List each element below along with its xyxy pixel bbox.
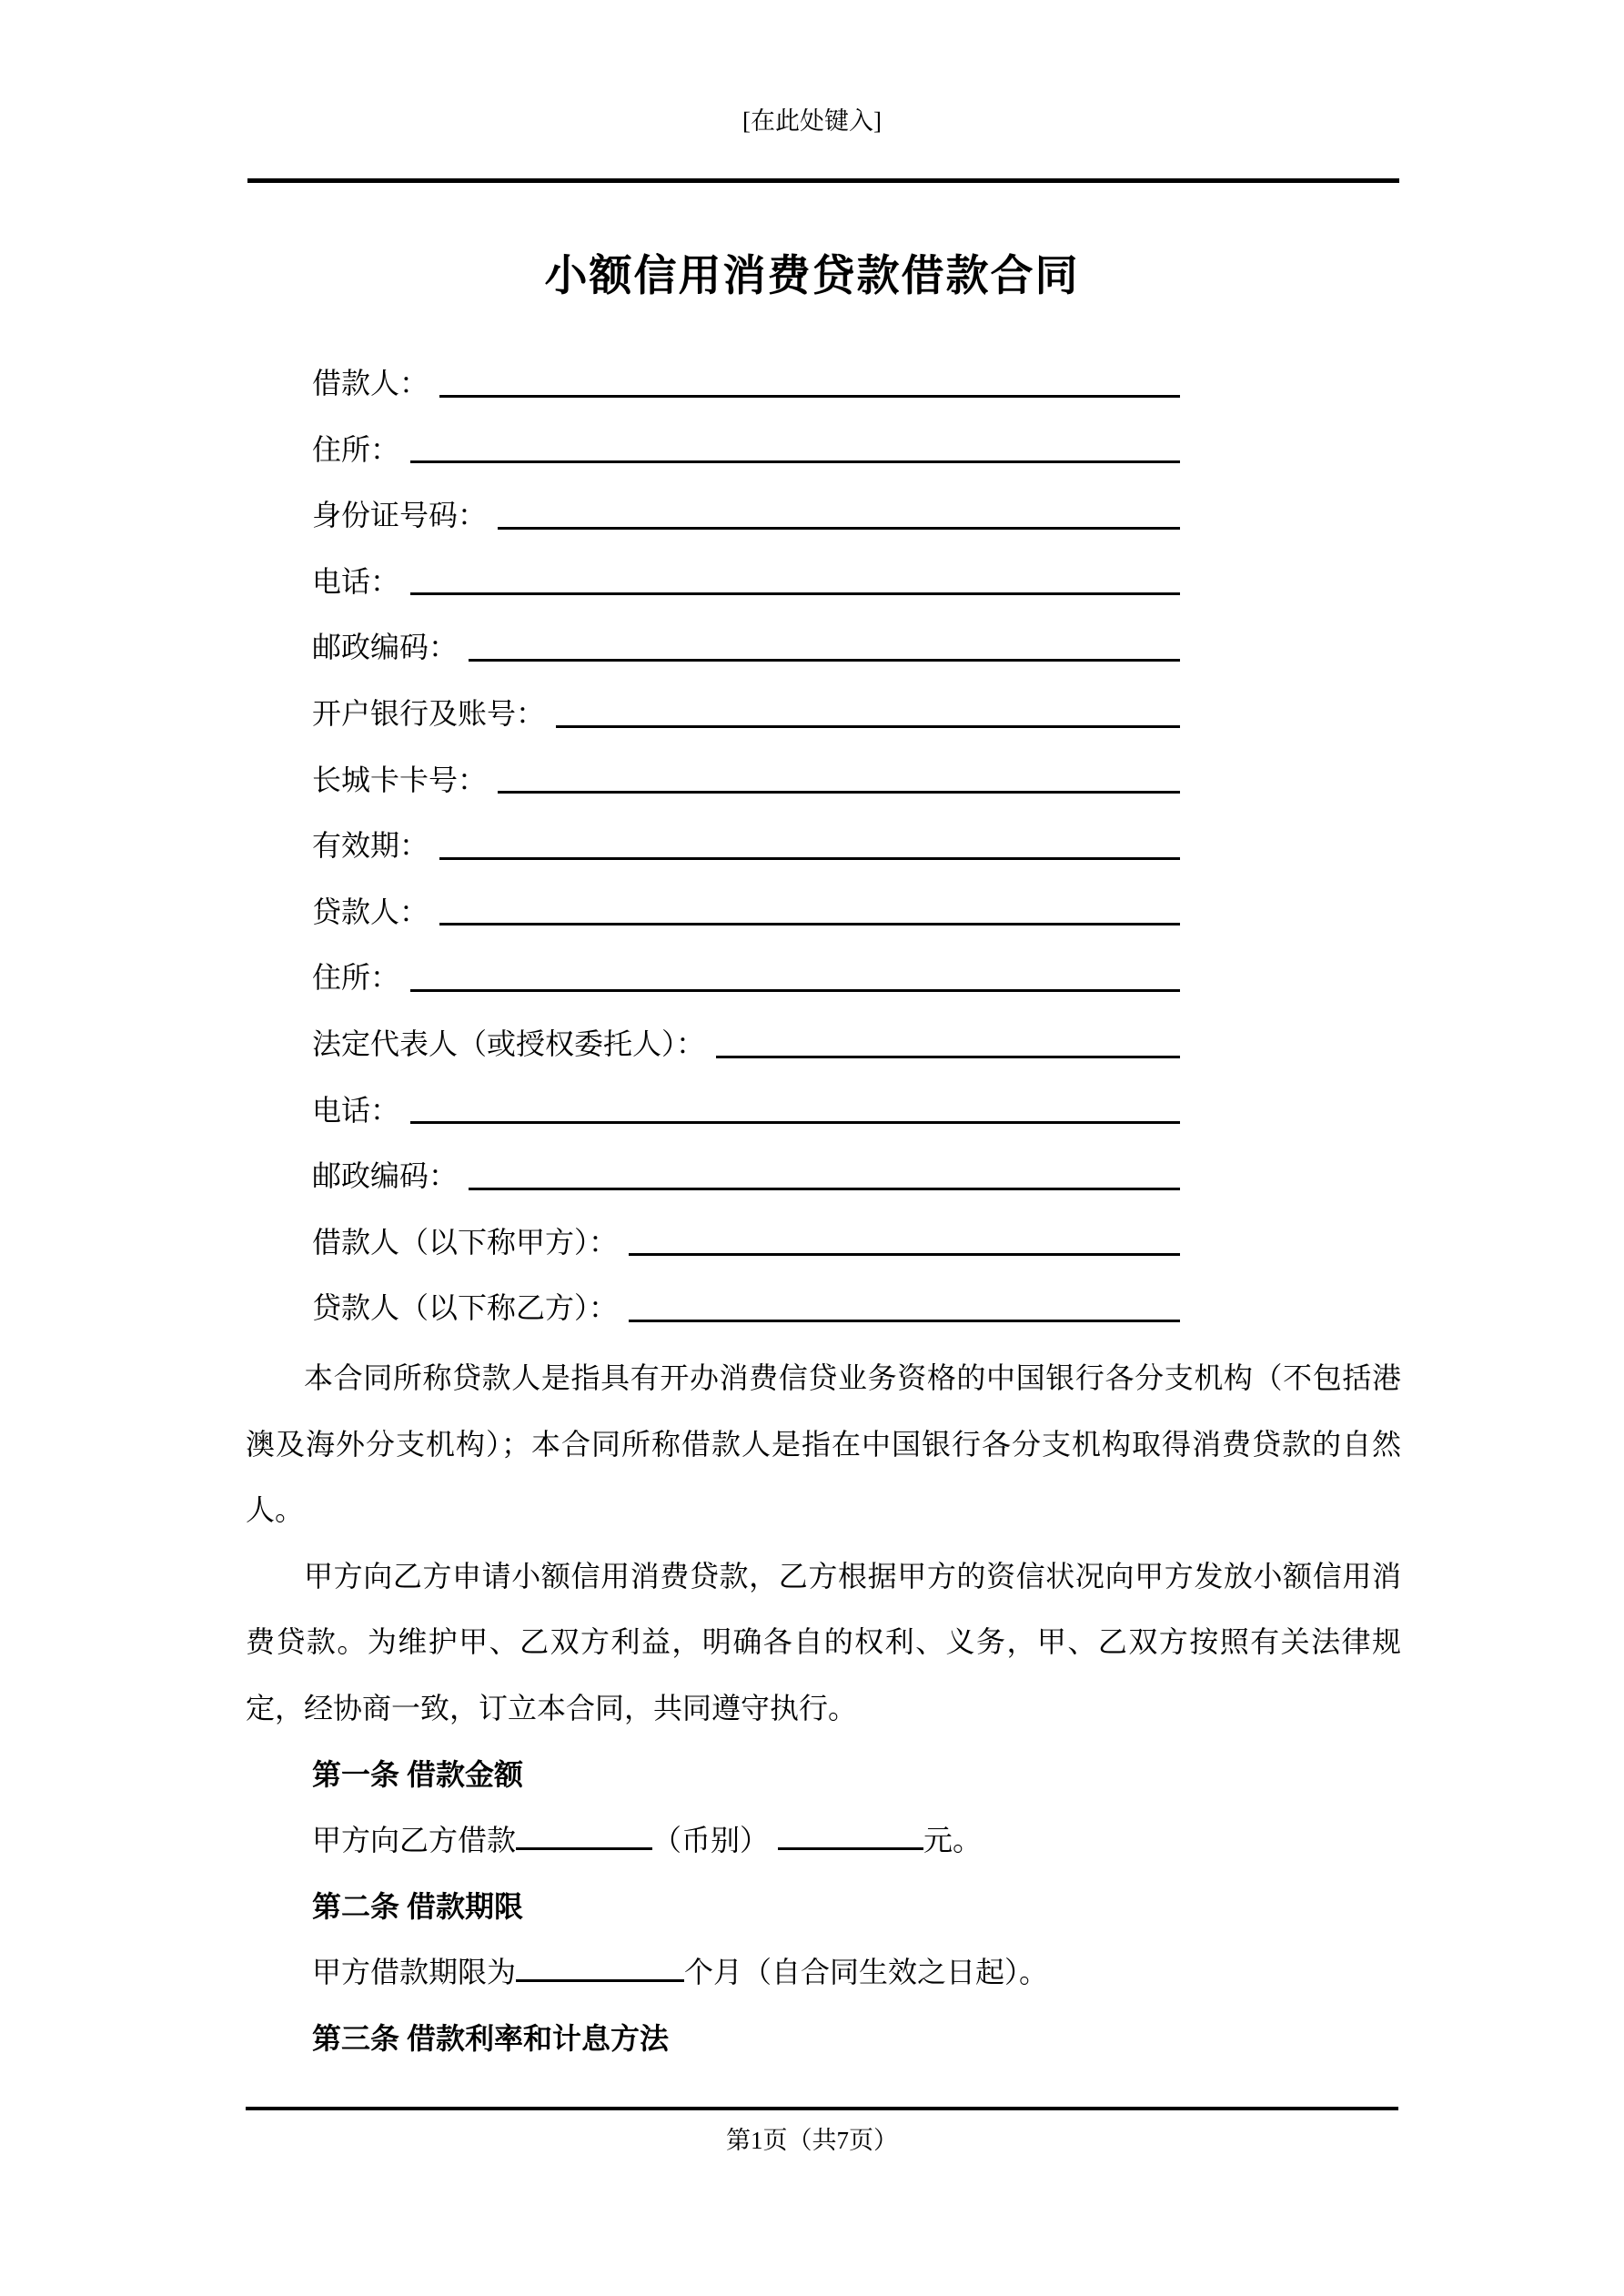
fill-in-line[interactable] (498, 747, 1180, 794)
header-type-here-placeholder[interactable]: [在此处键入] (742, 107, 882, 135)
loan-term-blank[interactable] (516, 1950, 684, 1982)
field-label: 贷款人（以下称乙方）： (312, 1291, 619, 1325)
field-greatwall-card-number (246, 747, 1401, 814)
field-lender-postal-code (246, 1143, 1401, 1209)
clause-text: （币别） (652, 1824, 770, 1857)
field-validity-period (246, 813, 1401, 879)
page-footer (0, 2124, 1624, 2159)
fill-in-line[interactable] (629, 1275, 1180, 1322)
header-rule (247, 178, 1399, 183)
fill-in-line[interactable] (498, 482, 1180, 530)
field-label: 身份证号码： (312, 499, 488, 532)
field-label: 住所： (312, 961, 400, 995)
fill-in-line[interactable] (469, 614, 1180, 662)
field-id-number (246, 482, 1401, 549)
fill-in-line[interactable] (410, 549, 1180, 596)
field-bank-and-account (246, 681, 1401, 747)
article-3-heading: 第三条 借款利率和计息方法 (312, 2021, 670, 2055)
clause-text: 甲方向乙方借款 (312, 1824, 517, 1857)
purpose-paragraph: 甲方向乙方申请小额信用消费贷款，乙方根据甲方的资信状况向甲方发放小额信用消费贷款。为维护甲、乙双方利益，明确各自的权利、义务，甲、乙双方按照有关法律规定，经协商一致，订立本合同，共同遵守执行。 (246, 1559, 1401, 1725)
fill-in-line[interactable] (410, 417, 1180, 464)
field-borrower-phone (246, 549, 1401, 615)
field-lender-address (246, 945, 1401, 1011)
footer-rule (246, 2107, 1398, 2110)
field-label: 借款人（以下称甲方）： (312, 1225, 619, 1259)
loan-amount-blank[interactable] (516, 1818, 652, 1850)
field-label: 借款人： (312, 367, 429, 400)
field-lender-phone (246, 1077, 1401, 1144)
field-label: 法定代表人（或授权委托人）： (312, 1027, 706, 1060)
clause-text: 甲方借款期限为 (312, 1956, 517, 1989)
field-label: 开户银行及账号： (312, 696, 546, 730)
field-borrower (246, 350, 1401, 417)
field-label: 长城卡卡号： (312, 763, 488, 796)
page-number-label: 第1页（共7页） (726, 2127, 898, 2154)
field-borrower-postal-code (246, 614, 1401, 681)
party-info-fields (246, 350, 1401, 1341)
fill-in-line[interactable] (629, 1209, 1180, 1257)
field-label: 电话： (312, 564, 400, 598)
article-2-heading: 第二条 借款期限 (312, 1889, 524, 1923)
clause-text: 元。 (923, 1824, 983, 1857)
fill-in-line[interactable] (410, 1077, 1180, 1125)
article-1-clause (246, 1807, 1401, 1874)
field-label: 住所： (312, 432, 400, 466)
field-label: 贷款人： (312, 895, 429, 928)
fill-in-line[interactable] (410, 945, 1180, 992)
field-label: 邮政编码： (312, 631, 459, 664)
fill-in-line[interactable] (439, 350, 1180, 398)
field-label: 邮政编码： (312, 1159, 459, 1193)
field-legal-representative (246, 1011, 1401, 1077)
field-party-a (246, 1209, 1401, 1276)
article-2-clause (246, 1939, 1401, 2006)
field-lender (246, 879, 1401, 946)
contract-body (246, 1345, 1401, 2072)
page-header (0, 106, 1624, 137)
fill-in-line[interactable] (556, 681, 1180, 728)
field-label: 电话： (312, 1093, 400, 1127)
field-label: 有效期： (312, 829, 429, 863)
document-title: 小额信用消费贷款借款合同 (544, 253, 1080, 300)
fill-in-line[interactable] (439, 813, 1180, 860)
field-borrower-address (246, 417, 1401, 483)
clause-text: 个月（自合同生效之日起）。 (684, 1956, 1049, 1989)
fill-in-line[interactable] (469, 1143, 1180, 1190)
fill-in-line[interactable] (439, 879, 1180, 926)
currency-amount-blank[interactable] (778, 1818, 923, 1850)
field-party-b (246, 1275, 1401, 1341)
definition-paragraph: 本合同所称贷款人是指具有开办消费信贷业务资格的中国银行各分支机构（不包括港澳及海外分支机构）；本合同所称借款人是指在中国银行各分支机构取得消费贷款的自然人。 (246, 1361, 1401, 1527)
fill-in-line[interactable] (716, 1011, 1180, 1058)
article-1-heading: 第一条 借款金额 (312, 1757, 524, 1791)
